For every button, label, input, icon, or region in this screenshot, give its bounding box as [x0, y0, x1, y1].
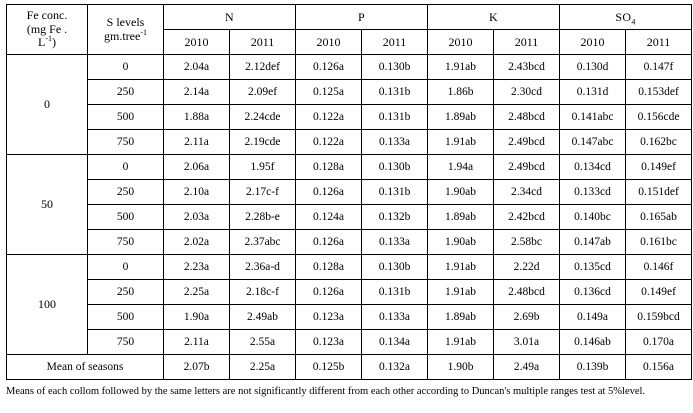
value-cell: 2.11a [164, 330, 230, 355]
value-cell: 1.90ab [428, 230, 494, 255]
value-cell: 1.88a [164, 105, 230, 130]
mean-value-cell: 1.90b [428, 355, 494, 380]
header-fe-line3-wrap [7, 36, 87, 50]
value-cell: 0.133a [362, 130, 428, 155]
mean-value-cell: 2.07b [164, 355, 230, 380]
value-cell: 1.91ab [428, 255, 494, 280]
value-cell: 2.17c-f [230, 180, 296, 205]
header-year-p-2010: 2010 [296, 30, 362, 55]
value-cell: 0.123a [296, 305, 362, 330]
s-level-cell: 750 [88, 330, 164, 355]
value-cell: 0.151def [626, 180, 692, 205]
s-level-cell: 500 [88, 105, 164, 130]
value-cell: 0.159bcd [626, 305, 692, 330]
header-nutrient-so4 [560, 5, 692, 30]
header-year-k-2010: 2010 [428, 30, 494, 55]
value-cell: 0.130d [560, 55, 626, 80]
header-fe-line1: Fe conc. [26, 7, 68, 22]
value-cell: 0.124a [296, 205, 362, 230]
header-fe-conc [7, 5, 88, 55]
mean-of-seasons-label: Mean of seasons [7, 355, 164, 380]
value-cell: 0.126a [296, 55, 362, 80]
value-cell: 2.43bcd [494, 55, 560, 80]
value-cell: 0.156cde [626, 105, 692, 130]
value-cell: 2.49bcd [494, 130, 560, 155]
table-row [7, 105, 692, 130]
value-cell: 0.128a [296, 155, 362, 180]
value-cell: 1.90ab [428, 180, 494, 205]
value-cell: 2.10a [164, 180, 230, 205]
header-nutrient-n [164, 5, 296, 30]
header-nutrient-p [296, 5, 428, 30]
value-cell: 0.141abc [560, 105, 626, 130]
value-cell: 2.36a-d [230, 255, 296, 280]
header-s-line2-wrap [88, 27, 163, 44]
value-cell: 2.48bcd [494, 105, 560, 130]
value-cell: 2.55a [230, 330, 296, 355]
header-nutrient-p-label: P [358, 9, 365, 24]
value-cell: 0.122a [296, 130, 362, 155]
value-cell: 2.19cde [230, 130, 296, 155]
value-cell: 0.130b [362, 55, 428, 80]
s-level-cell: 250 [88, 180, 164, 205]
s-level-cell: 250 [88, 80, 164, 105]
value-cell: 2.14a [164, 80, 230, 105]
value-cell: 0.146ab [560, 330, 626, 355]
value-cell: 0.122a [296, 105, 362, 130]
value-cell: 2.49ab [230, 305, 296, 330]
fe-group-label: 0 [7, 55, 88, 155]
value-cell: 0.126a [296, 230, 362, 255]
value-cell: 0.165ab [626, 205, 692, 230]
header-year-p-2011: 2011 [362, 30, 428, 55]
value-cell: 0.125a [296, 80, 362, 105]
value-cell: 0.149ef [626, 280, 692, 305]
value-cell: 1.94a [428, 155, 494, 180]
header-nutrient-k-label: K [489, 9, 498, 24]
table-row [7, 330, 692, 355]
table-row [7, 230, 692, 255]
value-cell: 0.131b [362, 80, 428, 105]
value-cell: 0.131d [560, 80, 626, 105]
mean-of-seasons-row [7, 355, 692, 380]
header-nutrient-so4-label: SO [615, 9, 632, 24]
header-year-n-2010: 2010 [164, 30, 230, 55]
mean-value-cell: 0.132a [362, 355, 428, 380]
value-cell: 1.95f [230, 155, 296, 180]
value-cell: 1.91ab [428, 330, 494, 355]
value-cell: 0.132b [362, 205, 428, 230]
header-fe-line3-end: ) [52, 35, 56, 50]
value-cell: 2.25a [164, 280, 230, 305]
value-cell: 2.58bc [494, 230, 560, 255]
table-row [7, 155, 692, 180]
value-cell: 1.89ab [428, 205, 494, 230]
table-row [7, 130, 692, 155]
value-cell: 1.89ab [428, 105, 494, 130]
value-cell: 0.147f [626, 55, 692, 80]
header-year-so4-2011: 2011 [626, 30, 692, 55]
value-cell: 0.130b [362, 255, 428, 280]
value-cell: 0.131b [362, 105, 428, 130]
value-cell: 2.22d [494, 255, 560, 280]
mean-value-cell: 0.156a [626, 355, 692, 380]
table-row [7, 205, 692, 230]
value-cell: 0.140bc [560, 205, 626, 230]
value-cell: 0.134cd [560, 155, 626, 180]
mean-value-cell: 0.125b [296, 355, 362, 380]
s-level-cell: 0 [88, 255, 164, 280]
value-cell: 2.23a [164, 255, 230, 280]
results-table [6, 4, 692, 380]
s-level-cell: 0 [88, 155, 164, 180]
fe-group-label: 100 [7, 255, 88, 355]
value-cell: 0.147ab [560, 230, 626, 255]
header-nutrient-n-label: N [225, 9, 234, 24]
value-cell: 2.49bcd [494, 155, 560, 180]
value-cell: 0.153def [626, 80, 692, 105]
mean-value-cell: 2.25a [230, 355, 296, 380]
value-cell: 0.161bc [626, 230, 692, 255]
value-cell: 0.134a [362, 330, 428, 355]
table-row [7, 80, 692, 105]
s-level-cell: 500 [88, 205, 164, 230]
mean-value-cell: 0.139b [560, 355, 626, 380]
table-row [7, 180, 692, 205]
header-fe-line3: L [37, 35, 46, 50]
value-cell: 2.11a [164, 130, 230, 155]
value-cell: 0.170a [626, 330, 692, 355]
value-cell: 1.91ab [428, 55, 494, 80]
value-cell: 1.91ab [428, 280, 494, 305]
table-row [7, 305, 692, 330]
value-cell: 0.131b [362, 280, 428, 305]
s-level-cell: 500 [88, 305, 164, 330]
value-cell: 2.42bcd [494, 205, 560, 230]
value-cell: 0.126a [296, 280, 362, 305]
value-cell: 2.30cd [494, 80, 560, 105]
table-row [7, 255, 692, 280]
header-s-line2: gm.tree [104, 28, 141, 43]
table-footnote: Means of each collom followed by the same letters are not significantly different from each other according to Duncan's multiple ranges test at 5%level. [6, 386, 646, 397]
s-level-cell: 750 [88, 230, 164, 255]
value-cell: 0.149a [560, 305, 626, 330]
value-cell: 0.146f [626, 255, 692, 280]
value-cell: 2.34cd [494, 180, 560, 205]
value-cell: 0.133a [362, 230, 428, 255]
value-cell: 2.03a [164, 205, 230, 230]
value-cell: 0.149ef [626, 155, 692, 180]
value-cell: 0.130b [362, 155, 428, 180]
value-cell: 2.37abc [230, 230, 296, 255]
value-cell: 1.86b [428, 80, 494, 105]
header-nutrient-so4-sub: 4 [631, 16, 636, 26]
value-cell: 2.12def [230, 55, 296, 80]
header-fe-line2: (mg Fe . [26, 21, 68, 36]
value-cell: 2.09ef [230, 80, 296, 105]
header-nutrient-k [428, 5, 560, 30]
value-cell: 0.128a [296, 255, 362, 280]
s-level-cell: 750 [88, 130, 164, 155]
value-cell: 0.133cd [560, 180, 626, 205]
header-s-line1: S levels [106, 14, 145, 29]
value-cell: 0.147abc [560, 130, 626, 155]
value-cell: 0.135cd [560, 255, 626, 280]
table-row [7, 280, 692, 305]
value-cell: 2.06a [164, 155, 230, 180]
value-cell: 0.123a [296, 330, 362, 355]
header-row-nutrients [7, 5, 692, 30]
value-cell: 2.24cde [230, 105, 296, 130]
table-row [7, 55, 692, 80]
header-year-n-2011: 2011 [230, 30, 296, 55]
value-cell: 2.04a [164, 55, 230, 80]
value-cell: 0.136cd [560, 280, 626, 305]
value-cell: 2.18c-f [230, 280, 296, 305]
value-cell: 1.89ab [428, 305, 494, 330]
value-cell: 0.126a [296, 180, 362, 205]
header-s-sup: -1 [140, 27, 147, 37]
header-year-k-2011: 2011 [494, 30, 560, 55]
value-cell: 0.162bc [626, 130, 692, 155]
fe-group-label: 50 [7, 155, 88, 255]
value-cell: 0.131b [362, 180, 428, 205]
value-cell: 1.91ab [428, 130, 494, 155]
value-cell: 0.133a [362, 305, 428, 330]
header-s-levels [88, 5, 164, 55]
value-cell: 1.90a [164, 305, 230, 330]
value-cell: 3.01a [494, 330, 560, 355]
s-level-cell: 250 [88, 280, 164, 305]
value-cell: 2.02a [164, 230, 230, 255]
mean-value-cell: 2.49a [494, 355, 560, 380]
header-fe-sup: -1 [45, 34, 52, 44]
value-cell: 2.69b [494, 305, 560, 330]
value-cell: 2.28b-e [230, 205, 296, 230]
header-year-so4-2010: 2010 [560, 30, 626, 55]
value-cell: 2.48bcd [494, 280, 560, 305]
s-level-cell: 0 [88, 55, 164, 80]
